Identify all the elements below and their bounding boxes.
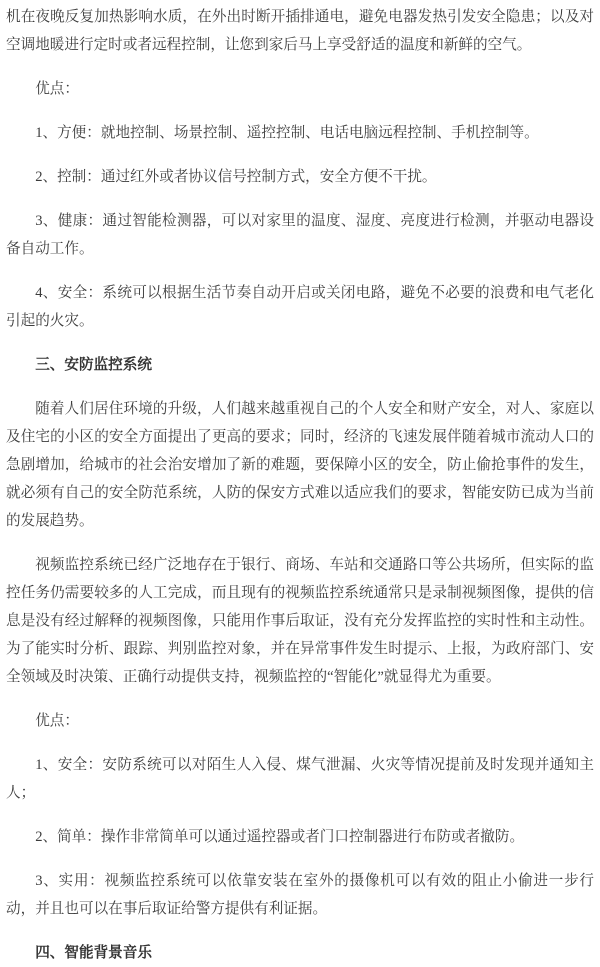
paragraph: 优点： xyxy=(35,81,79,97)
section-heading: 四、智能背景音乐 xyxy=(35,945,152,961)
paragraph: 2、简单：操作非常简单可以通过遥控器或者门口控制器进行布防或者撤防。 xyxy=(35,829,525,845)
paragraph: 1、方便：就地控制、场景控制、遥控控制、电话电脑远程控制、手机控制等。 xyxy=(35,125,539,141)
document-body xyxy=(6,3,594,967)
paragraph: 4、安全：系统可以根据生活节奏自动开启或关闭电路，避免不必要的浪费和电气老化引起的火灾。 xyxy=(6,285,594,329)
paragraph: 3、健康：通过智能检测器，可以对家里的温度、湿度、亮度进行检测，并驱动电器设备自动工作。 xyxy=(6,213,594,257)
paragraph: 1、安全：安防系统可以对陌生人入侵、煤气泄漏、火灾等情况提前及时发现并通知主人； xyxy=(6,757,594,801)
section-heading: 三、安防监控系统 xyxy=(35,357,152,373)
paragraph: 机在夜晚反复加热影响水质，在外出时断开插排通电，避免电器发热引发安全隐患；以及对空调地暖进行定时或者远程控制，让您到家后马上享受舒适的温度和新鲜的空气。 xyxy=(6,9,594,53)
paragraph: 优点： xyxy=(35,713,79,729)
paragraph: 随着人们居住环境的升级，人们越来越重视自己的个人安全和财产安全，对人、家庭以及住宅的小区的安全方面提出了更高的要求；同时，经济的飞速发展伴随着城市流动人口的急剧增加，给城市的社会治安增加了新的难题，要保障小区的安全，防止偷抢事件的发生，就必须有自己的安全防范系统，人防的保安方式难以适应我们的要求，智能安防已成为当前的发展趋势。 xyxy=(6,401,594,529)
paragraph: 视频监控系统已经广泛地存在于银行、商场、车站和交通路口等公共场所，但实际的监控任务仍需要较多的人工完成，而且现有的视频监控系统通常只是录制视频图像，提供的信息是没有经过解释的视频图像，只能用作事后取证，没有充分发挥监控的实时性和主动性。为了能实时分析、跟踪、判别监控对象，并在异常事件发生时提示、上报，为政府部门、安全领域及时决策、正确行动提供支持，视频监控的“智能化”就显得尤为重要。 xyxy=(6,557,594,685)
paragraph: 3、实用：视频监控系统可以依靠安装在室外的摄像机可以有效的阻止小偷进一步行动，并且也可以在事后取证给警方提供有利证据。 xyxy=(6,873,594,917)
paragraph: 2、控制：通过红外或者协议信号控制方式，安全方便不干扰。 xyxy=(35,169,437,185)
